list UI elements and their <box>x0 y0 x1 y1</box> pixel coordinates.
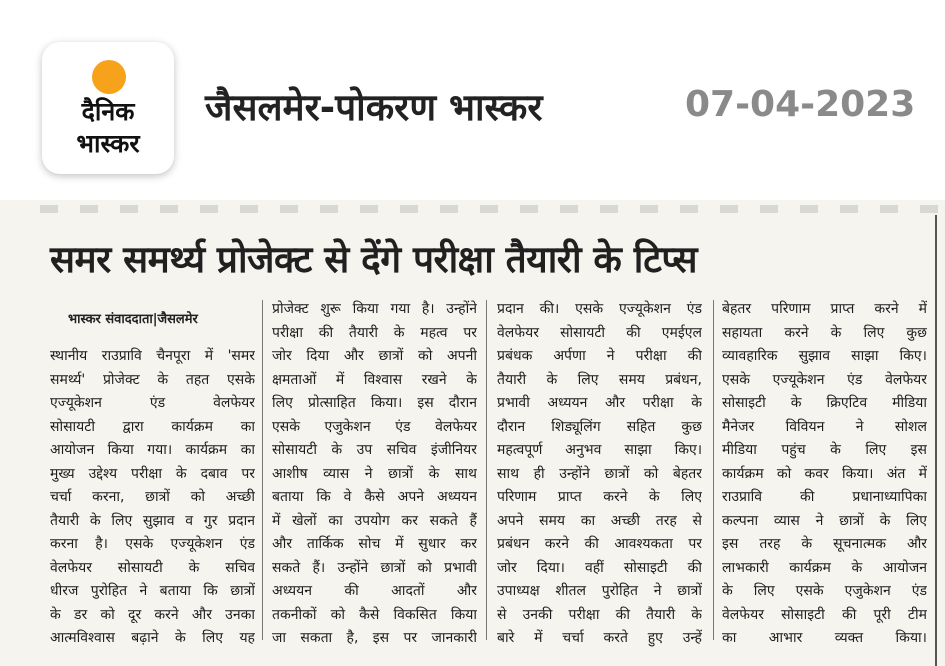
article-line: अपने समय का अच्छी तरह से <box>497 512 702 529</box>
article-line: कार्यक्रम को कवर किया। अंत में <box>722 465 927 482</box>
article-line: बताया कि वे कैसे अपने अध्ययन <box>272 489 477 505</box>
article-line: वेलफेयर सोसाइटी की पूरी टीम <box>722 606 927 623</box>
logo-text-line1: दैनिक <box>81 97 135 126</box>
article-line: प्रबंधन करने की आवश्यकता पर <box>497 536 702 552</box>
article-line: तकनीकों को कैसे विकसित किया <box>272 606 477 623</box>
article-line: और तार्किक सोच में सुधार कर <box>272 536 477 552</box>
article-line: उपाध्यक्ष शीतल पुरोहित ने छात्रों <box>497 583 702 599</box>
article-line: आयोजन किया गया। कार्यक्रम का <box>50 442 255 458</box>
article-headline: समर समर्थ्य प्रोजेक्ट से देंगे परीक्षा तैयारी के टिप्स <box>50 237 698 281</box>
article-line: व्यावहारिक सुझाव साझा किए। <box>722 348 927 364</box>
right-edge-rule <box>935 215 937 666</box>
article-line: वेलफेयर सोसायटी के सचिव <box>50 559 255 576</box>
article-line: एसके एज्यूकेशन एंड वेलफेयर <box>722 371 927 388</box>
article-line: सहायता करने के लिए कुछ <box>722 324 927 341</box>
header-bar <box>0 0 945 200</box>
article-line: वेलफेयर सोसायटी की एमईएल <box>497 324 702 341</box>
edition-date: 07-04-2023 <box>685 84 916 125</box>
article-line: अध्ययन की आदतों और <box>272 583 477 599</box>
article-line: सोसायटी द्वारा कार्यक्रम का <box>50 418 255 435</box>
edition-title: जैसलमेर-पोकरण भास्कर <box>205 86 543 129</box>
article-line: स्थानीय राउप्रावि चैनपूरा में 'समर <box>50 348 255 364</box>
article-line: आशीष व्यास ने छात्रों के साथ <box>272 465 477 482</box>
column-rule <box>262 300 263 640</box>
article-line: लाभकारी कार्यक्रम के आयोजन <box>722 559 927 576</box>
article-line: क्षमताओं में विश्वास रखने के <box>272 371 477 388</box>
article-line: सकते हैं। उन्होंने छात्रों को प्रभावी <box>272 559 477 576</box>
article-line: प्रोजेक्ट शुरू किया गया है। उन्होंने <box>272 301 477 317</box>
article-line: परीक्षा की तैयारी के महत्व पर <box>272 324 477 341</box>
article-line: जा सकता है, इस पर जानकारी <box>272 630 477 646</box>
article-line: मैनेजर विवियन ने सोशल <box>722 418 927 435</box>
article-line: के लिए एसके एजुकेशन एंड <box>722 583 927 599</box>
article-line: का आभार व्यक्त किया। <box>722 630 927 646</box>
article-column-4 <box>722 298 927 651</box>
article-line: साथ ही उन्होंने छात्रों को बेहतर <box>497 465 702 482</box>
logo-text-line2: भास्कर <box>76 129 140 158</box>
article-line: सोसाइटी के क्रिएटिव मीडिया <box>722 395 927 411</box>
article-line: प्रभावी अध्ययन और परीक्षा के <box>497 395 702 411</box>
dainik-bhaskar-logo[interactable] <box>42 42 174 174</box>
article-line: कल्पना व्यास ने छात्रों के लिए <box>722 512 927 529</box>
article-line: करना है। एसके एज्यूकेशन एंड <box>50 536 255 552</box>
column-rule <box>713 300 714 640</box>
article-line: के डर को दूर करने और उनका <box>50 606 255 623</box>
article-line: चर्चा करना, छात्रों को अच्छी <box>50 489 255 505</box>
article-line: आत्मविश्वास बढ़ाने के लिए यह <box>50 630 255 646</box>
article-column-3 <box>497 298 702 651</box>
article-line: इस तरह के सूचनात्मक और <box>722 536 927 552</box>
column-rule <box>486 300 487 640</box>
torn-edge <box>40 205 940 213</box>
article-line: बेहतर परिणाम प्राप्त करने में <box>722 301 927 317</box>
article-line: लिए प्रोत्साहित किया। इस दौरान <box>272 395 477 411</box>
article-line: प्रबंधक अर्पणा ने परीक्षा की <box>497 348 702 364</box>
article-line: महत्वपूर्ण अनुभव साझा किए। <box>497 442 702 458</box>
article-line: समर्थ्य' प्रोजेक्ट के तहत एसके <box>50 371 255 388</box>
article-line: तैयारी के लिए सुझाव व गुर प्रदान <box>50 512 255 529</box>
article-column-1 <box>50 345 255 651</box>
article-line: सोसायटी के उप सचिव इंजीनियर <box>272 442 477 458</box>
article-line: परिणाम प्राप्त करने के लिए <box>497 489 702 505</box>
article-line: एसके एजुकेशन एंड वेलफेयर <box>272 418 477 435</box>
article-byline: भास्कर संवाददाता|जैसलमेर <box>68 312 198 327</box>
article-column-2 <box>272 298 477 651</box>
article-line: एज्यूकेशन एंड वेलफेयर <box>50 395 255 411</box>
article-line: में खेलों का उपयोग कर सकते हैं <box>272 512 477 529</box>
article-line: मुख्य उद्देश्य परीक्षा के दबाव पर <box>50 465 255 482</box>
article-line: तैयारी के लिए समय प्रबंधन, <box>497 371 702 388</box>
article-line: से उनकी परीक्षा की तैयारी के <box>497 606 702 623</box>
sun-icon <box>92 60 126 94</box>
article-line: मीडिया पहुंच के लिए इस <box>722 442 927 458</box>
article-line: जोर दिया। वहीं सोसाइटी की <box>497 559 702 576</box>
article-line: राउप्रावि की प्रधानाध्यापिका <box>722 489 927 505</box>
article-line: धीरज पुरोहित ने बताया कि छात्रों <box>50 583 255 599</box>
article-line: प्रदान की। एसके एज्यूकेशन एंड <box>497 301 702 317</box>
article-line: जोर दिया और छात्रों को अपनी <box>272 348 477 364</box>
article-line: बारे में चर्चा करते हुए उन्हें <box>497 630 702 646</box>
article-line: दौरान शिड्यूलिंग सहित कुछ <box>497 418 702 435</box>
